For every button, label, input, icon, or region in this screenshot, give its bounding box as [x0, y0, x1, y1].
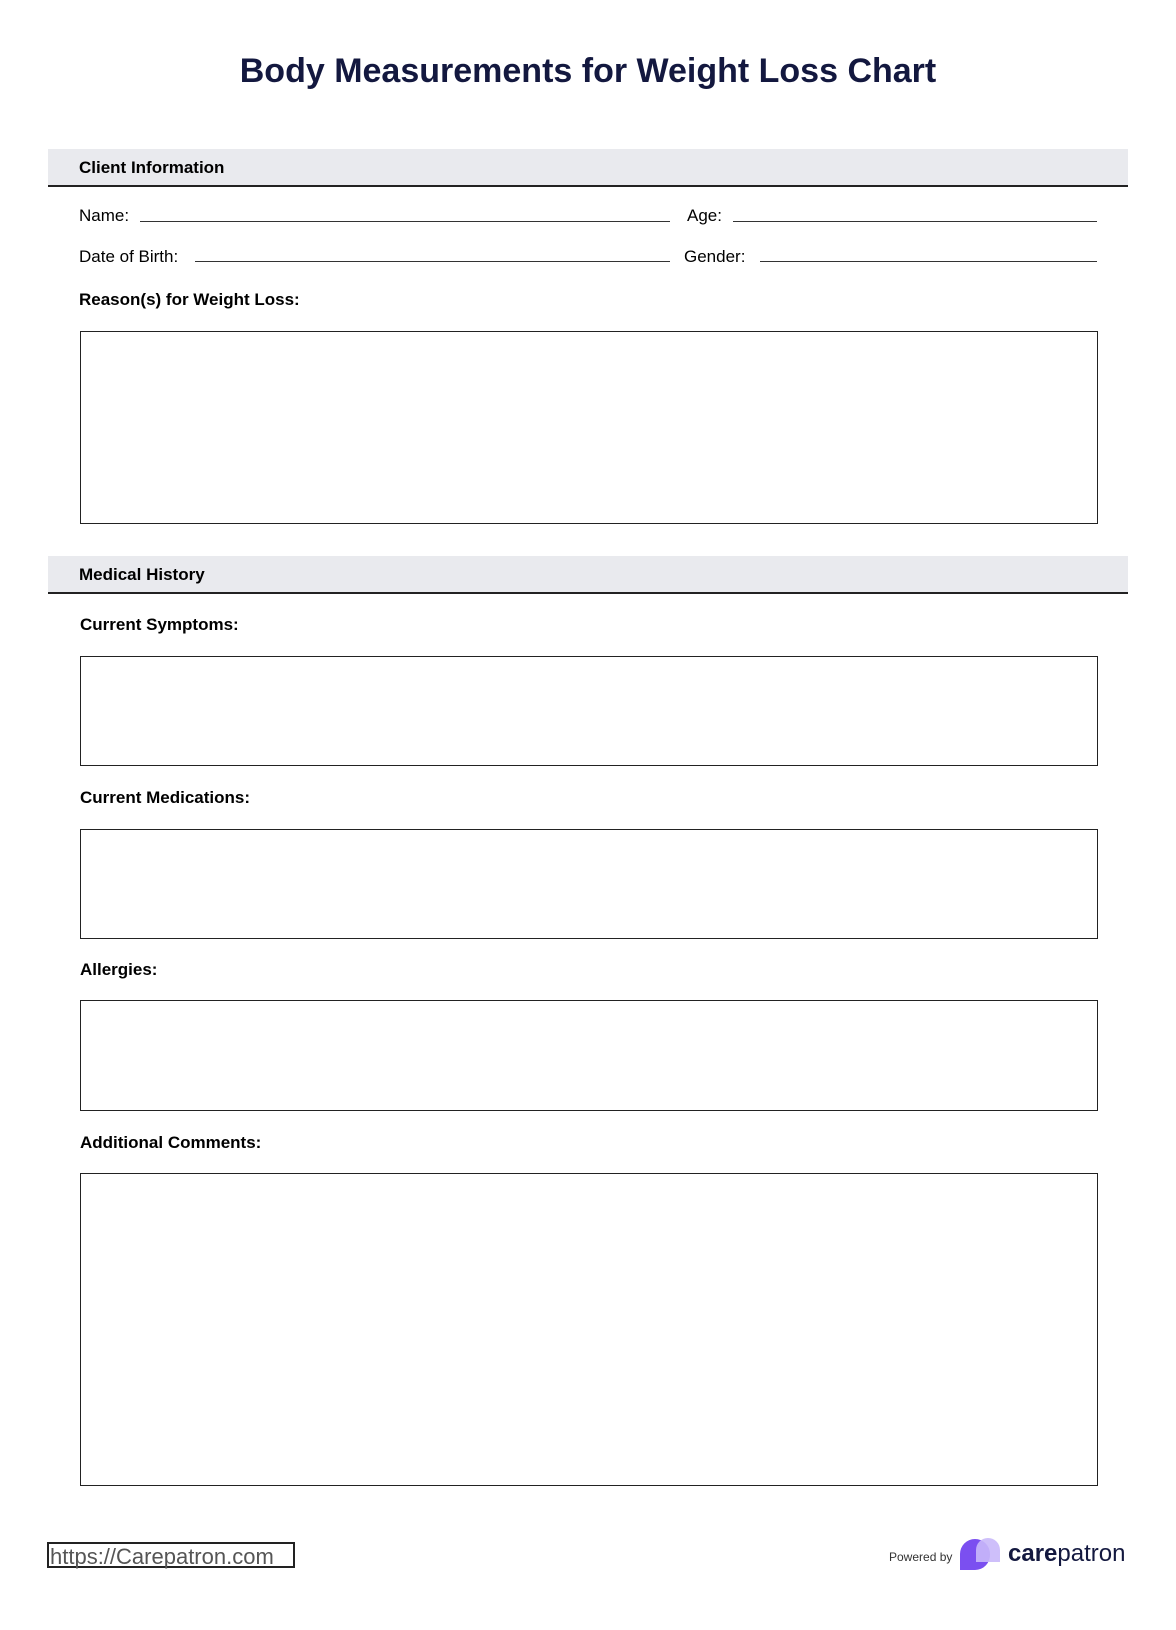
name-field[interactable]: [140, 221, 670, 222]
section-title: Medical History: [79, 565, 205, 584]
age-field[interactable]: [733, 221, 1097, 222]
carepatron-logo-icon: [958, 1538, 1006, 1572]
comments-textarea[interactable]: [80, 1173, 1098, 1486]
section-header-client-information: [48, 149, 1128, 187]
carepatron-link[interactable]: https://Carepatron.com: [47, 1542, 295, 1568]
gender-field[interactable]: [760, 261, 1097, 262]
age-label: Age:: [687, 206, 722, 225]
allergies-label: Allergies:: [80, 960, 158, 979]
symptoms-label: Current Symptoms:: [80, 615, 239, 634]
reason-label: Reason(s) for Weight Loss:: [79, 290, 300, 309]
section-title: Client Information: [79, 158, 225, 177]
carepatron-brand: [1008, 1540, 1125, 1568]
symptoms-textarea[interactable]: [80, 656, 1098, 766]
powered-by-label: Powered by: [889, 1550, 953, 1564]
medications-label: Current Medications:: [80, 788, 251, 807]
medications-textarea[interactable]: [80, 829, 1098, 939]
comments-label: Additional Comments:: [80, 1133, 262, 1152]
page-title: Body Measurements for Weight Loss Chart: [239, 52, 937, 90]
dob-field[interactable]: [195, 261, 670, 262]
name-label: Name:: [79, 206, 130, 225]
gender-label: Gender:: [684, 247, 746, 266]
allergies-textarea[interactable]: [80, 1000, 1098, 1111]
dob-label: Date of Birth:: [79, 247, 179, 266]
brand-bold: care: [1008, 1540, 1058, 1567]
brand-rest: patron: [1057, 1540, 1126, 1567]
reason-textarea[interactable]: [80, 331, 1098, 524]
section-header-medical-history: [48, 556, 1128, 594]
